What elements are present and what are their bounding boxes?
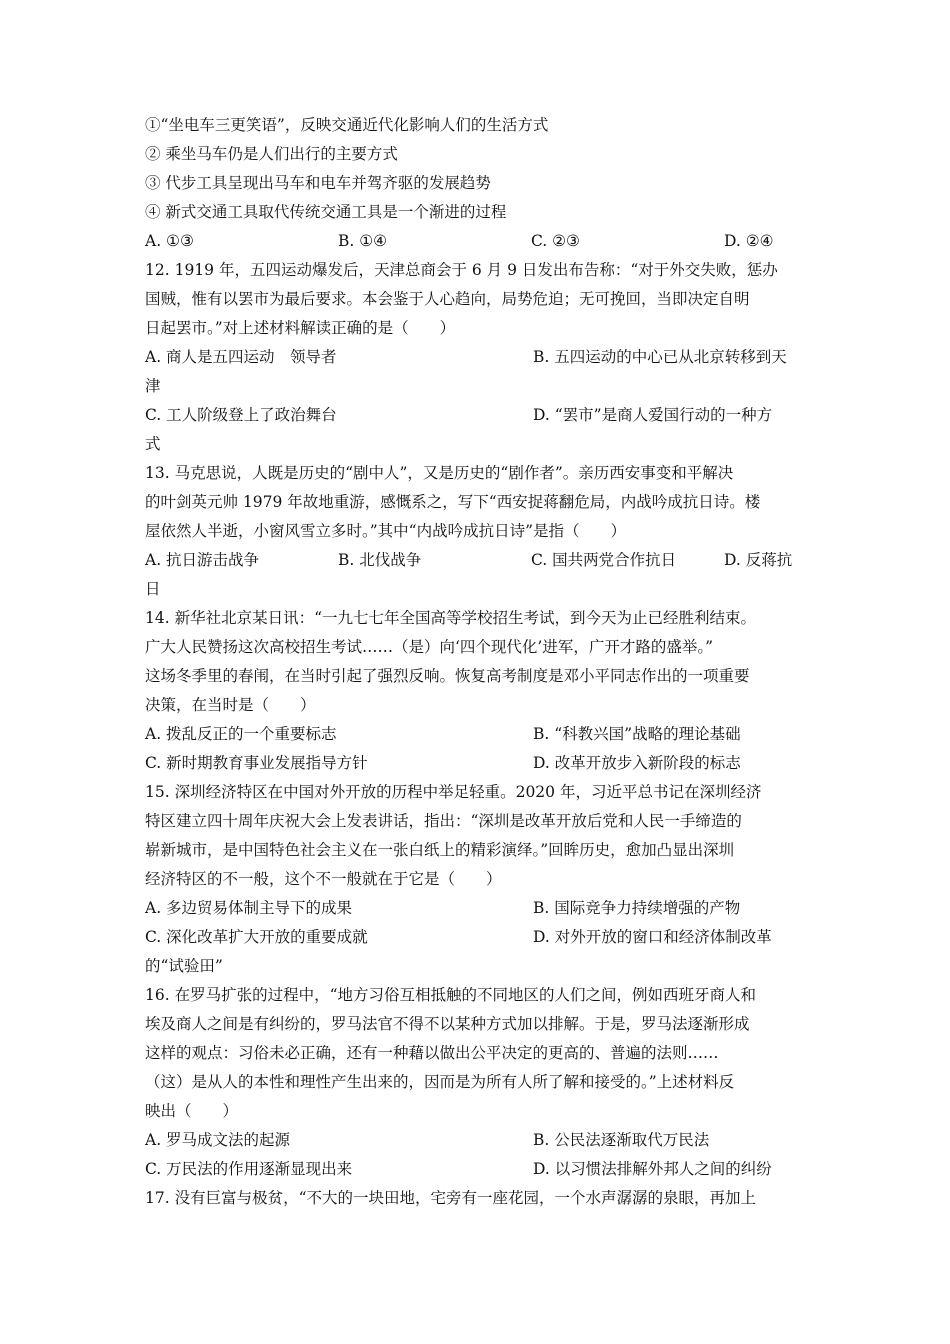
q12-option-a: A. 商人是五四运动 领导者 [145,348,337,366]
q13-option-d-continuation: 日 [145,580,161,598]
q14-options-row-1 [145,720,810,749]
q16-options-row-1 [145,1126,810,1155]
q13-option-d: D. 反蒋抗 [724,551,793,569]
q14-options-row-2 [145,749,810,778]
q16-option-c: C. 万民法的作用逐渐显现出来 [145,1160,353,1178]
q15-stem-line-3: 崭新城市，是中国特色社会主义在一张白纸上的精彩演绎。”回眸历史，愈加凸显出深圳 [145,841,735,859]
q14-stem-line-4: 决策，在当时是（ ） [145,696,316,714]
q12-stem-line-1: 12. 1919 年，五四运动爆发后，天津总商会于 6 月 9 日发出布告称：“对于外交失败，惩办 [145,261,778,279]
q13-option-c: C. 国共两党合作抗日 [531,551,677,569]
q14-stem-line-2: 广大人民赞扬这次高校招生考试……（是）向‘四个现代化’进军，广开才路的盛举。” [145,638,714,656]
q16-option-b: B. 公民法逐渐取代万民法 [533,1131,710,1149]
q15-option-d-continuation: 的“试验田” [145,957,223,975]
q11-option-a: A. ①③ [145,232,194,250]
q13-option-b: B. 北伐战争 [338,551,422,569]
q15-option-c: C. 深化改革扩大开放的重要成就 [145,928,368,946]
q16-option-d: D. 以习惯法排解外邦人之间的纠纷 [533,1160,772,1178]
q12-options-row-2 [145,401,810,430]
q13-options [145,546,810,575]
q15-options-row-2 [145,923,810,952]
q13-option-a: A. 抗日游击战争 [145,551,260,569]
q11-statement-3: ③ 代步工具呈现出马车和电车并驾齐驱的发展趋势 [145,174,491,192]
q17-stem-line-1: 17. 没有巨富与极贫，“不大的一块田地，宅旁有一座花园，一个水声潺潺的泉眼，再加上 [145,1189,757,1207]
q15-stem-line-2: 特区建立四十周年庆祝大会上发表讲话，指出：“深圳是改革开放后党和人民一手缔造的 [145,812,742,830]
q15-option-d: D. 对外开放的窗口和经济体制改革 [533,928,772,946]
q15-options-row-1 [145,894,810,923]
q12-option-d: D. “罢市”是商人爱国行动的一种方 [533,406,773,424]
q11-options [145,227,810,256]
q12-option-b-continuation: 津 [145,377,161,395]
q12-options-row-1 [145,343,810,372]
q14-option-c: C. 新时期教育事业发展指导方针 [145,754,368,772]
q13-stem-line-1: 13. 马克思说，人既是历史的“剧中人”，又是历史的“剧作者”。亲历西安事变和平解决 [145,464,734,482]
q14-stem-line-1: 14. 新华社北京某日讯：“一九七七年全国高等学校招生考试，到今天为止已经胜利结束。 [145,609,757,627]
q13-stem-line-3: 屋依然人半逝，小窗风雪立多时。”其中“内战吟成抗日诗”是指（ ） [145,522,627,540]
q15-option-b: B. 国际竞争力持续增强的产物 [533,899,741,917]
q11-option-b: B. ①④ [338,232,388,250]
q14-option-b: B. “科教兴国”战略的理论基础 [533,725,741,743]
q16-stem-line-1: 16. 在罗马扩张的过程中，“地方习俗互相抵触的不同地区的人们之间，例如西班牙商人和 [145,986,757,1004]
q15-stem-line-1: 15. 深圳经济特区在中国对外开放的历程中举足轻重。2020 年，习近平总书记在深圳经济 [145,783,762,801]
q11-statement-4: ④ 新式交通工具取代传统交通工具是一个渐进的过程 [145,203,507,221]
q12-option-d-continuation: 式 [145,435,161,453]
q11-statement-1: ①“坐电车三更笑语”，反映交通近代化影响人们的生活方式 [145,116,549,134]
q12-option-c: C. 工人阶级登上了政治舞台 [145,406,337,424]
q14-option-d: D. 改革开放步入新阶段的标志 [533,754,741,772]
q16-stem-line-3: 这样的观点：习俗未必正确，还有一种藉以做出公平决定的更高的、普遍的法则…… [145,1044,719,1062]
q11-option-c: C. ②③ [531,232,580,250]
q15-option-a: A. 多边贸易体制主导下的成果 [145,899,353,917]
q16-stem-line-5: 映出（ ） [145,1102,239,1120]
q11-statement-2: ② 乘坐马车仍是人们出行的主要方式 [145,145,398,163]
q14-stem-line-3: 这场冬季里的春闱，在当时引起了强烈反响。恢复高考制度是邓小平同志作出的一项重要 [145,667,750,685]
q16-option-a: A. 罗马成文法的起源 [145,1131,291,1149]
q11-option-d: D. ②④ [724,232,774,250]
q16-stem-line-4: （这）是从人的本性和理性产生出来的，因而是为所有人所了解和接受的。”上述材料反 [145,1073,735,1091]
q16-stem-line-2: 埃及商人之间是有纠纷的，罗马法官不得不以某种方式加以排解。于是，罗马法逐渐形成 [145,1015,750,1033]
q14-option-a: A. 拨乱反正的一个重要标志 [145,725,337,743]
q15-stem-line-4: 经济特区的不一般，这个不一般就在于它是（ ） [145,870,502,888]
q13-stem-line-2: 的叶剑英元帅 1979 年故地重游，感慨系之，写下“西安捉蒋翻危局，内战吟成抗日诗。楼 [145,493,761,511]
q16-options-row-2 [145,1155,810,1184]
question-content [145,111,810,1213]
q12-stem-line-3: 日起罢市。”对上述材料解读正确的是（ ） [145,319,456,337]
q12-option-b: B. 五四运动的中心已从北京转移到天 [533,348,787,366]
q12-stem-line-2: 国贼，惟有以罢市为最后要求。本会鉴于人心趋向，局势危迫；无可挽回，当即决定自明 [145,290,750,308]
